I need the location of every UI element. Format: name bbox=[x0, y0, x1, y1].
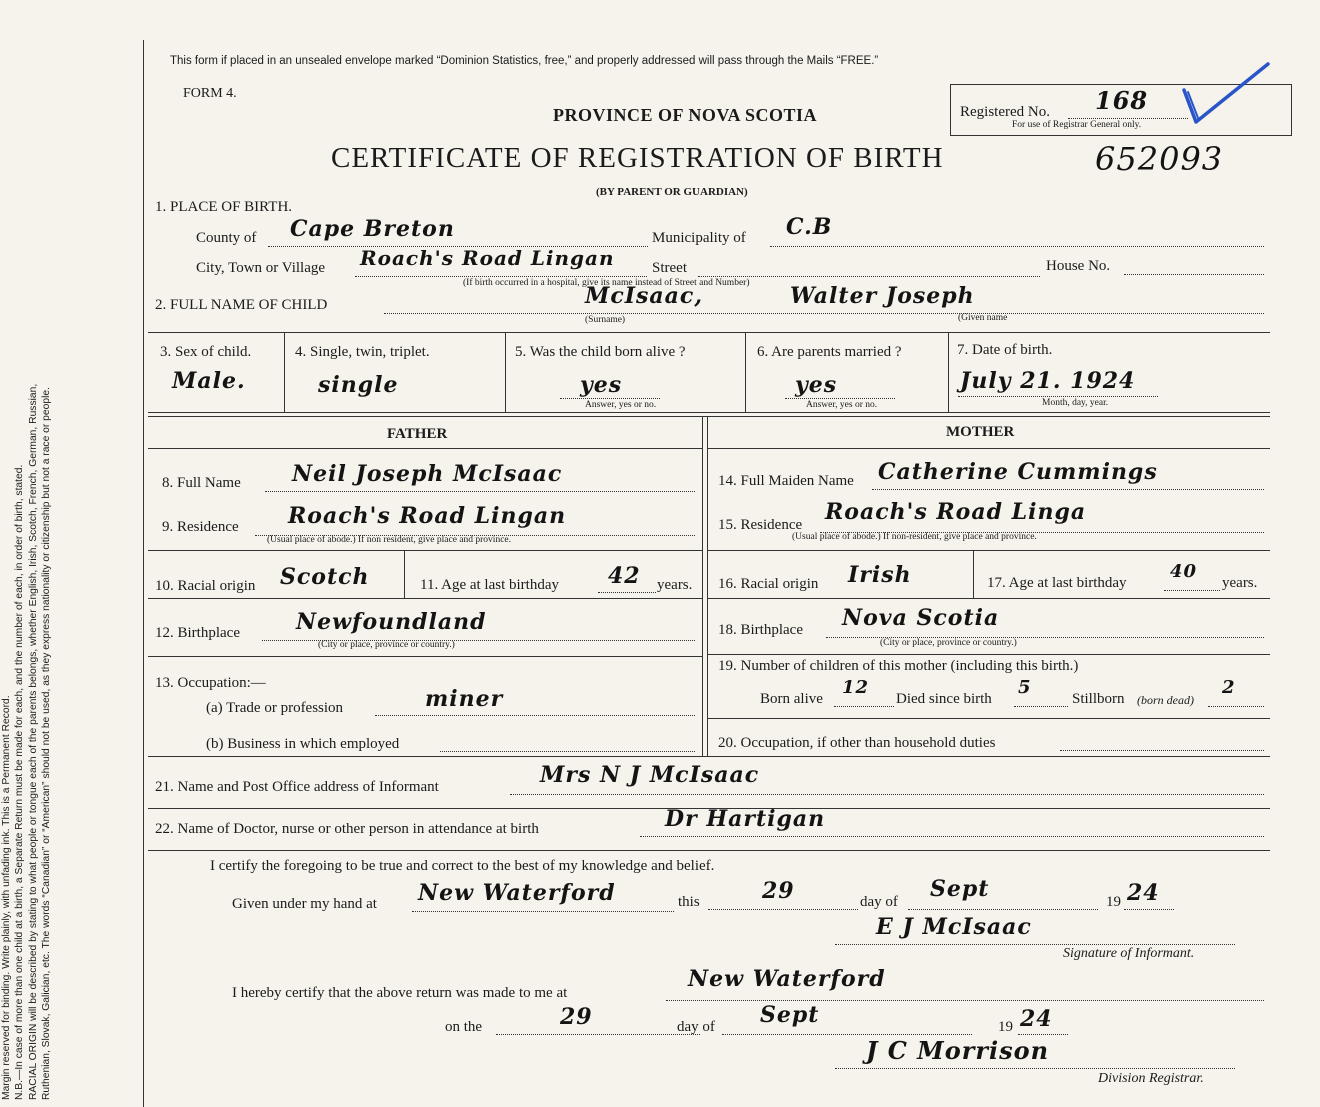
alive-label: 5. Was the child born alive ? bbox=[515, 344, 686, 360]
mother-age-value: 40 bbox=[1170, 561, 1198, 582]
trade-line bbox=[375, 715, 695, 716]
certificate-title: CERTIFICATE OF REGISTRATION OF BIRTH bbox=[331, 142, 944, 174]
given-day-of-label: day of bbox=[860, 894, 898, 910]
margin-note: N.B.—In case of more than one child at a birth, a Separate Return must be made for each, and the number of each, in order of birth, stated. bbox=[14, 464, 26, 1100]
doctor-line bbox=[640, 836, 1264, 837]
margin-note: RACIAL ORIGIN will be described by stating to what people or tongue each of the parents belongs, whether English, Irish, Scotch, French, German, Russian, bbox=[27, 383, 39, 1100]
single-value: single bbox=[318, 372, 399, 398]
father-occupation-label: 13. Occupation:— bbox=[155, 675, 266, 691]
business-label: (b) Business in which employed bbox=[206, 736, 400, 752]
parents-divider-2 bbox=[707, 416, 708, 756]
mother-years-label: years. bbox=[1222, 575, 1258, 591]
mother-residence-label: 15. Residence bbox=[718, 517, 803, 533]
child-name-line bbox=[384, 313, 1264, 314]
rule-after-residence-right bbox=[707, 550, 1270, 551]
informant-value: Mrs N J McIsaac bbox=[540, 762, 760, 788]
registered-no-value: 168 bbox=[1095, 86, 1149, 115]
registrar-day-of-label: day of bbox=[677, 1019, 715, 1035]
child-given-value: Walter Joseph bbox=[790, 283, 975, 309]
given-caption: (Given name bbox=[958, 313, 1008, 323]
informant-line bbox=[510, 794, 1264, 795]
given-year-prefix: 19 bbox=[1106, 894, 1121, 910]
municipality-value: C.B bbox=[786, 214, 833, 240]
sex-label: 3. Sex of child. bbox=[160, 344, 252, 360]
registered-no-line bbox=[1068, 118, 1188, 119]
father-name-value: Neil Joseph McIsaac bbox=[292, 461, 563, 487]
mother-name-value: Catherine Cummings bbox=[878, 459, 1158, 485]
registrar-month-value: Sept bbox=[760, 1002, 820, 1028]
stillborn-label: Stillborn bbox=[1072, 691, 1125, 707]
married-label: 6. Are parents married ? bbox=[757, 344, 902, 360]
registrar-use-note: For use of Registrar General only. bbox=[1012, 120, 1142, 130]
stillborn-line bbox=[1208, 706, 1264, 707]
given-day-value: 29 bbox=[762, 878, 795, 904]
registrar-year-line bbox=[1018, 1034, 1068, 1035]
row3-divider-3 bbox=[745, 332, 746, 412]
father-age-value: 42 bbox=[608, 563, 641, 589]
rule-after-racial-left bbox=[148, 598, 702, 599]
certification-statement: I certify the foregoing to be true and correct to the best of my knowledge and belief. bbox=[210, 858, 715, 874]
given-day-line bbox=[708, 909, 858, 910]
city-value: Roach's Road Lingan bbox=[360, 246, 615, 270]
certificate-subtitle: (BY PARENT OR GUARDIAN) bbox=[596, 186, 748, 198]
dob-line bbox=[958, 396, 1158, 397]
business-line bbox=[440, 751, 695, 752]
father-racial-divider bbox=[404, 550, 405, 598]
mother-residence-value: Roach's Road Linga bbox=[825, 499, 1087, 525]
given-month-value: Sept bbox=[930, 876, 990, 902]
alive-line bbox=[560, 398, 660, 399]
registered-no-label: Registered No. bbox=[960, 104, 1050, 120]
registrar-caption: Division Registrar. bbox=[1098, 1071, 1204, 1086]
dob-label: 7. Date of birth. bbox=[957, 342, 1053, 358]
parents-divider bbox=[702, 416, 703, 756]
rule-after-birthplace-right bbox=[707, 654, 1270, 655]
married-caption: Answer, yes or no. bbox=[806, 400, 878, 410]
registrar-signature: J C Morrison bbox=[866, 1036, 1050, 1065]
margin-note: Margin reserved for binding. Write plainly, with unfading ink. This is a Permanent Record. bbox=[1, 695, 12, 1100]
county-label: County of bbox=[196, 230, 257, 246]
father-years-label: years. bbox=[657, 577, 693, 593]
doctor-label: 22. Name of Doctor, nurse or other person in attendance at birth bbox=[155, 821, 539, 837]
father-residence-label: 9. Residence bbox=[162, 519, 239, 535]
street-line bbox=[698, 276, 1040, 277]
mother-birthplace-value: Nova Scotia bbox=[842, 605, 1000, 631]
died-line bbox=[1014, 706, 1068, 707]
check-mark-icon bbox=[1178, 60, 1274, 132]
given-year-value: 24 bbox=[1127, 880, 1160, 906]
alive-caption: Answer, yes or no. bbox=[585, 400, 657, 410]
registrar-statement: I hereby certify that the above return was made to me at bbox=[232, 985, 568, 1001]
trade-label: (a) Trade or profession bbox=[206, 700, 344, 716]
registrar-year-prefix: 19 bbox=[998, 1019, 1013, 1035]
informant-signature: E J McIsaac bbox=[876, 914, 1032, 940]
father-birthplace-value: Newfoundland bbox=[296, 609, 487, 635]
row3-divider-4 bbox=[948, 332, 949, 412]
postal-notice: This form if placed in an unsealed envelope marked “Dominion Statistics, free,” and properly addressed will pass through the Mails “FREE.” bbox=[170, 55, 879, 67]
registrar-year-value: 24 bbox=[1020, 1006, 1053, 1032]
father-racial-value: Scotch bbox=[280, 564, 370, 590]
mother-racial-label: 16. Racial origin bbox=[718, 576, 819, 592]
house-label: House No. bbox=[1046, 258, 1111, 274]
born-alive-line bbox=[834, 706, 894, 707]
city-label: City, Town or Village bbox=[196, 260, 326, 276]
doctor-value: Dr Hartigan bbox=[665, 806, 826, 832]
mother-name-label: 14. Full Maiden Name bbox=[718, 473, 854, 489]
surname-caption: (Surname) bbox=[585, 315, 626, 325]
married-line bbox=[785, 398, 895, 399]
died-value: 5 bbox=[1018, 677, 1032, 698]
informant-label: 21. Name and Post Office address of Informant bbox=[155, 779, 439, 795]
married-value: yes bbox=[795, 372, 838, 398]
municipality-label: Municipality of bbox=[652, 230, 746, 246]
registrar-place-value: New Waterford bbox=[688, 966, 886, 992]
hospital-note: (If birth occurred in a hospital, give its name instead of Street and Number) bbox=[463, 278, 750, 288]
street-label: Street bbox=[652, 260, 687, 276]
row3-bottom-border bbox=[148, 412, 1270, 413]
rule-after-birthplace-left bbox=[148, 656, 702, 657]
binding-margin-line bbox=[143, 40, 144, 1107]
informant-signature-caption: Signature of Informant. bbox=[1063, 946, 1195, 961]
mother-age-label: 17. Age at last birthday bbox=[987, 575, 1127, 591]
mother-racial-divider bbox=[973, 550, 974, 598]
registrar-day-value: 29 bbox=[560, 1004, 593, 1030]
certificate-number: 652093 bbox=[1095, 140, 1224, 178]
province-title: PROVINCE OF NOVA SCOTIA bbox=[553, 105, 818, 125]
alive-value: yes bbox=[580, 372, 623, 398]
heading-rule-right bbox=[707, 448, 1270, 449]
single-label: 4. Single, twin, triplet. bbox=[295, 344, 430, 360]
mother-heading: MOTHER bbox=[946, 424, 1015, 440]
sex-value: Male. bbox=[172, 368, 246, 394]
given-place-line bbox=[412, 911, 674, 912]
row3-divider-2 bbox=[505, 332, 506, 412]
stillborn-value: 2 bbox=[1222, 677, 1236, 698]
registrar-signature-line bbox=[835, 1068, 1235, 1069]
mother-racial-value: Irish bbox=[848, 562, 912, 588]
mother-residence-caption: (Usual place of abode.) If non-resident, give place and province. bbox=[792, 532, 1037, 542]
registrar-day-line bbox=[496, 1034, 700, 1035]
dob-value: July 21. 1924 bbox=[960, 368, 1136, 394]
born-alive-value: 12 bbox=[842, 677, 870, 698]
father-age-label: 11. Age at last birthday bbox=[420, 577, 559, 593]
mother-birthplace-label: 18. Birthplace bbox=[718, 622, 803, 638]
mother-occupation-label: 20. Occupation, if other than household duties bbox=[718, 735, 996, 751]
rule-after-racial-right bbox=[707, 598, 1270, 599]
given-place-value: New Waterford bbox=[418, 880, 616, 906]
father-age-line bbox=[598, 592, 656, 593]
given-month-line bbox=[908, 909, 1098, 910]
rule-after-children-right bbox=[707, 718, 1270, 719]
parents-bottom-border bbox=[148, 756, 1270, 757]
row3-divider-1 bbox=[284, 332, 285, 412]
municipality-line bbox=[770, 246, 1264, 247]
on-the-label: on the bbox=[445, 1019, 483, 1035]
county-value: Cape Breton bbox=[290, 216, 455, 242]
rule-after-residence-left bbox=[148, 550, 702, 551]
father-residence-value: Roach's Road Lingan bbox=[288, 503, 567, 529]
registrar-place-line bbox=[666, 1000, 1264, 1001]
row3-bottom-border-2 bbox=[148, 416, 1270, 417]
father-birthplace-caption: (City or place, province or country.) bbox=[318, 640, 455, 650]
house-line bbox=[1124, 274, 1264, 275]
father-name-line bbox=[265, 491, 695, 492]
form-number: FORM 4. bbox=[183, 86, 237, 101]
margin-notes bbox=[0, 60, 100, 1100]
children-label: 19. Number of children of this mother (including this birth.) bbox=[718, 658, 1079, 674]
mother-name-line bbox=[872, 489, 1264, 490]
father-heading: FATHER bbox=[387, 426, 448, 442]
row3-top-border bbox=[148, 332, 1270, 333]
margin-note: Ruthenian, Slovak, Galician, etc. The words “Canadian” or “American” should not be used, as they express nationality or citizenship but not a race or people. bbox=[40, 387, 52, 1100]
dob-caption: Month, day, year. bbox=[1042, 398, 1109, 408]
died-label: Died since birth bbox=[896, 691, 992, 707]
given-label: Given under my hand at bbox=[232, 896, 377, 912]
trade-value: miner bbox=[425, 686, 504, 712]
mother-occupation-line bbox=[1060, 750, 1264, 751]
child-name-label: 2. FULL NAME OF CHILD bbox=[155, 297, 328, 313]
city-line bbox=[355, 276, 647, 277]
mother-birthplace-caption: (City or place, province or country.) bbox=[880, 638, 1017, 648]
registrar-month-line bbox=[722, 1034, 972, 1035]
father-birthplace-label: 12. Birthplace bbox=[155, 625, 240, 641]
father-name-label: 8. Full Name bbox=[162, 475, 241, 491]
father-racial-label: 10. Racial origin bbox=[155, 578, 256, 594]
child-surname-value: McIsaac, bbox=[585, 283, 703, 309]
father-residence-caption: (Usual place of abode.) If non resident, give place and province. bbox=[267, 535, 511, 545]
informant-signature-line bbox=[835, 944, 1235, 945]
mother-age-line bbox=[1164, 590, 1220, 591]
stillborn-note: (born dead) bbox=[1137, 693, 1194, 707]
born-alive-label: Born alive bbox=[760, 691, 823, 707]
heading-rule-left bbox=[148, 448, 702, 449]
given-year-line bbox=[1124, 909, 1174, 910]
rule-after-doctor bbox=[148, 850, 1270, 851]
place-heading: 1. PLACE OF BIRTH. bbox=[155, 199, 293, 215]
this-label: this bbox=[678, 894, 700, 910]
